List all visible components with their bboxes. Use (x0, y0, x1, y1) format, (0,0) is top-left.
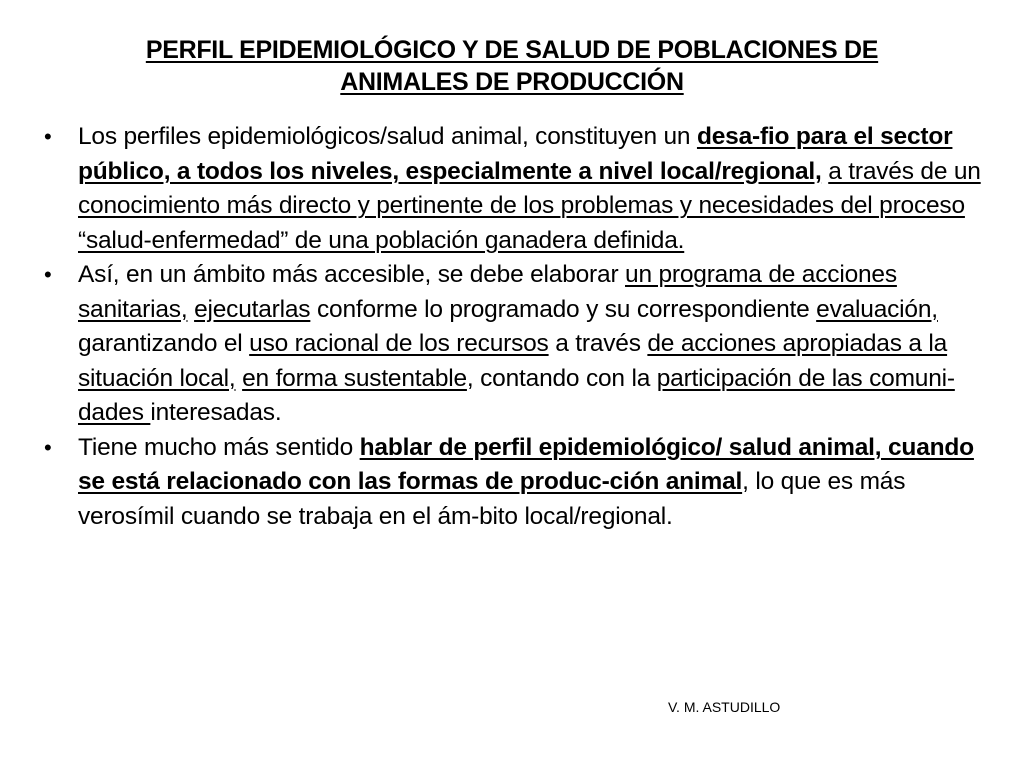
bullet-2-segment-10: de acciones apropiadas a la situación local, (78, 330, 948, 392)
slide-title-line-1: PERFIL EPIDEMIOLÓGICO Y DE SALUD DE POBLACIONES DE (145, 36, 879, 64)
bullet-item-3 (40, 431, 985, 535)
bullet-2-segment-13: , contando con la (466, 364, 657, 392)
bullet-3-segment-3: , lo que es más verosímil cuando se trabaja en el ám-bito local/regional. (78, 468, 906, 530)
bullet-icon: • (44, 434, 52, 460)
bullet-list (40, 120, 985, 534)
bullet-2-segment-7: garantizando el (78, 330, 250, 357)
bullet-2-segment-15: interesadas. (150, 399, 282, 426)
bullet-1-text (78, 123, 981, 254)
bullet-3-text (78, 434, 974, 530)
slide-title (40, 34, 984, 98)
footer-author: V. M. ASTUDILLO (668, 699, 781, 715)
bullet-3-segment-2: hablar de perfil epidemiológico/ salud animal, cuando se está relacionado con las formas de produc-ción animal (78, 433, 974, 495)
bullet-2-segment-5: conforme lo programado y su correspondiente (310, 295, 817, 323)
bullet-1-segment-1: Los perfiles epidemiológicos/salud animal, constituyen un (78, 123, 697, 150)
bullet-2-text (78, 261, 955, 426)
bullet-2-segment-12: en forma sustentable (242, 364, 467, 392)
bullet-2-segment-1: Así, en un ámbito más accesible, se debe elaborar (78, 261, 626, 288)
bullet-2-segment-2: un programa de acciones sanitarias, (78, 261, 897, 323)
bullet-2-segment-6: evaluación, (816, 295, 938, 323)
bullet-2-segment-8: uso racional de los recursos (249, 330, 549, 357)
bullet-icon: • (44, 124, 52, 149)
bullet-2-segment-14: participación de las comuni-dades (78, 364, 955, 426)
bullet-item-2 (40, 258, 985, 431)
bullet-1-segment-2: desa-fio para el sector público, a todos los niveles, especialmente a nivel local/regional, (78, 123, 953, 185)
bullet-2-segment-9: a través (548, 330, 648, 357)
bullet-3-segment-1: Tiene mucho más sentido (78, 433, 360, 461)
bullet-item-1 (40, 120, 985, 258)
bullet-icon: • (44, 262, 52, 287)
bullet-2-segment-4: ejecutarlas (194, 295, 311, 323)
bullet-1-segment-4: a través de un conocimiento más directo y pertinente de los problemas y necesidades del proceso “salud-enfermedad” de una población ganadera definida. (78, 157, 981, 254)
slide-title-line-2: ANIMALES DE PRODUCCIÓN (340, 68, 684, 96)
